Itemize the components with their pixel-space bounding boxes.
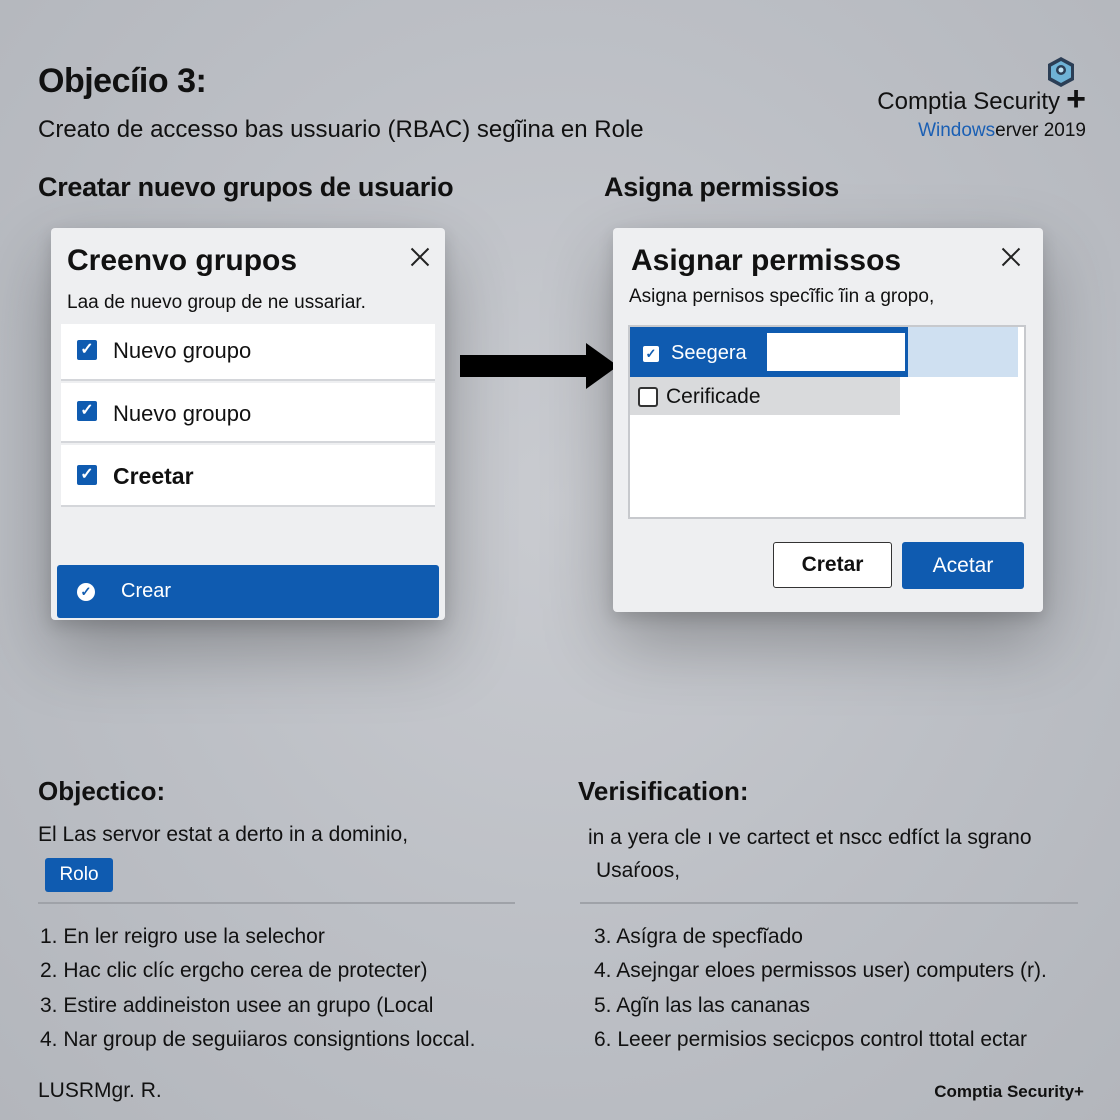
- list-item: 5. Agĩn las las cananas: [594, 994, 810, 1017]
- permission-label: Seegera: [671, 342, 747, 364]
- brand-plus: +: [1066, 80, 1086, 118]
- checkbox-checked-icon[interactable]: ✓: [643, 346, 659, 362]
- divider: [38, 902, 515, 904]
- verification-text-line2: Usaŕoos,: [596, 859, 681, 882]
- create-button[interactable]: [57, 565, 439, 618]
- page-title: Objecíio 3:: [38, 62, 207, 100]
- accept-button[interactable]: Acetar: [902, 542, 1024, 589]
- list-item[interactable]: [61, 383, 435, 443]
- permission-item[interactable]: [630, 377, 900, 415]
- checkbox-unchecked-icon[interactable]: [638, 387, 658, 407]
- left-section-heading: Creatar nuevo grupos de usuario: [38, 172, 454, 202]
- list-item: 4. Nar group de seguiiaros consigntions loccal.: [40, 1028, 476, 1051]
- permission-item-selected[interactable]: [630, 327, 908, 377]
- permission-label: Cerificade: [666, 385, 761, 408]
- list-item-label: Nuevo groupo: [113, 401, 252, 426]
- list-item: 1. En ler reigro use la selechor: [40, 925, 325, 948]
- create-button-label: Crear: [121, 580, 172, 602]
- close-icon[interactable]: [999, 245, 1023, 269]
- create-groups-dialog: [51, 228, 445, 620]
- list-item: 2. Hac clic clíc ergcho cerea de protecter): [40, 959, 428, 982]
- verification-text-line1: in a yera cle ı ve cartect et nscc edfíct la sgrano: [588, 826, 1032, 849]
- objective-heading: Objectico:: [38, 776, 166, 806]
- footer-right: Comptia Security+: [934, 1082, 1084, 1101]
- assign-permissions-dialog: [613, 228, 1043, 612]
- dialog-description: Laa de nuevo group de ne ussariar.: [67, 292, 366, 313]
- close-icon[interactable]: [408, 245, 432, 269]
- arrow-shaft: [460, 355, 590, 377]
- list-item: 4. Asejngar eloes permissos user) computers (r).: [594, 959, 1047, 982]
- list-item: 6. Leeer permisios secicpos control ttotal ectar: [594, 1028, 1028, 1051]
- brand-windows: Windows: [918, 120, 996, 141]
- checkbox-checked-icon[interactable]: ✓: [77, 401, 97, 421]
- brand-block: [828, 56, 1088, 146]
- list-item[interactable]: [61, 445, 435, 507]
- list-item: 3. Asígra de specfĩado: [594, 925, 803, 948]
- dialog-title: Asignar permissos: [631, 244, 902, 277]
- list-item-label: Nuevo groupo: [113, 338, 252, 363]
- brand-server: erver 2019: [995, 120, 1086, 141]
- divider: [580, 902, 1078, 904]
- edit-field[interactable]: [767, 333, 905, 371]
- checkbox-checked-icon[interactable]: ✓: [77, 340, 97, 360]
- permissions-listbox[interactable]: [628, 325, 1026, 519]
- list-item-label: Creetar: [113, 463, 194, 489]
- right-section-heading: Asigna permissios: [604, 172, 839, 202]
- list-item: 3. Estire addineiston usee an grupo (Local: [40, 994, 434, 1017]
- brand-name: Comptia Security: [877, 88, 1060, 115]
- cancel-button[interactable]: Cretar: [773, 542, 892, 588]
- objective-text: El Las servor estat a derto in a dominio,: [38, 823, 409, 846]
- role-tag: Rolo: [45, 858, 113, 892]
- brand-subtitle: [918, 120, 1086, 142]
- page-subtitle: Creato de accesso bas ussuario (RBAC) segĩina en Role: [38, 116, 644, 143]
- dialog-description: Asigna pernisos specĩfic ĩin a gropo,: [629, 286, 935, 307]
- list-item[interactable]: [61, 324, 435, 381]
- footer-left: LUSRMgr. R.: [38, 1079, 162, 1102]
- verification-heading: Verisification:: [578, 776, 749, 806]
- dialog-title: Creenvo grupos: [67, 244, 298, 277]
- check-icon: ✓: [77, 583, 95, 601]
- checkbox-checked-icon[interactable]: ✓: [77, 465, 97, 485]
